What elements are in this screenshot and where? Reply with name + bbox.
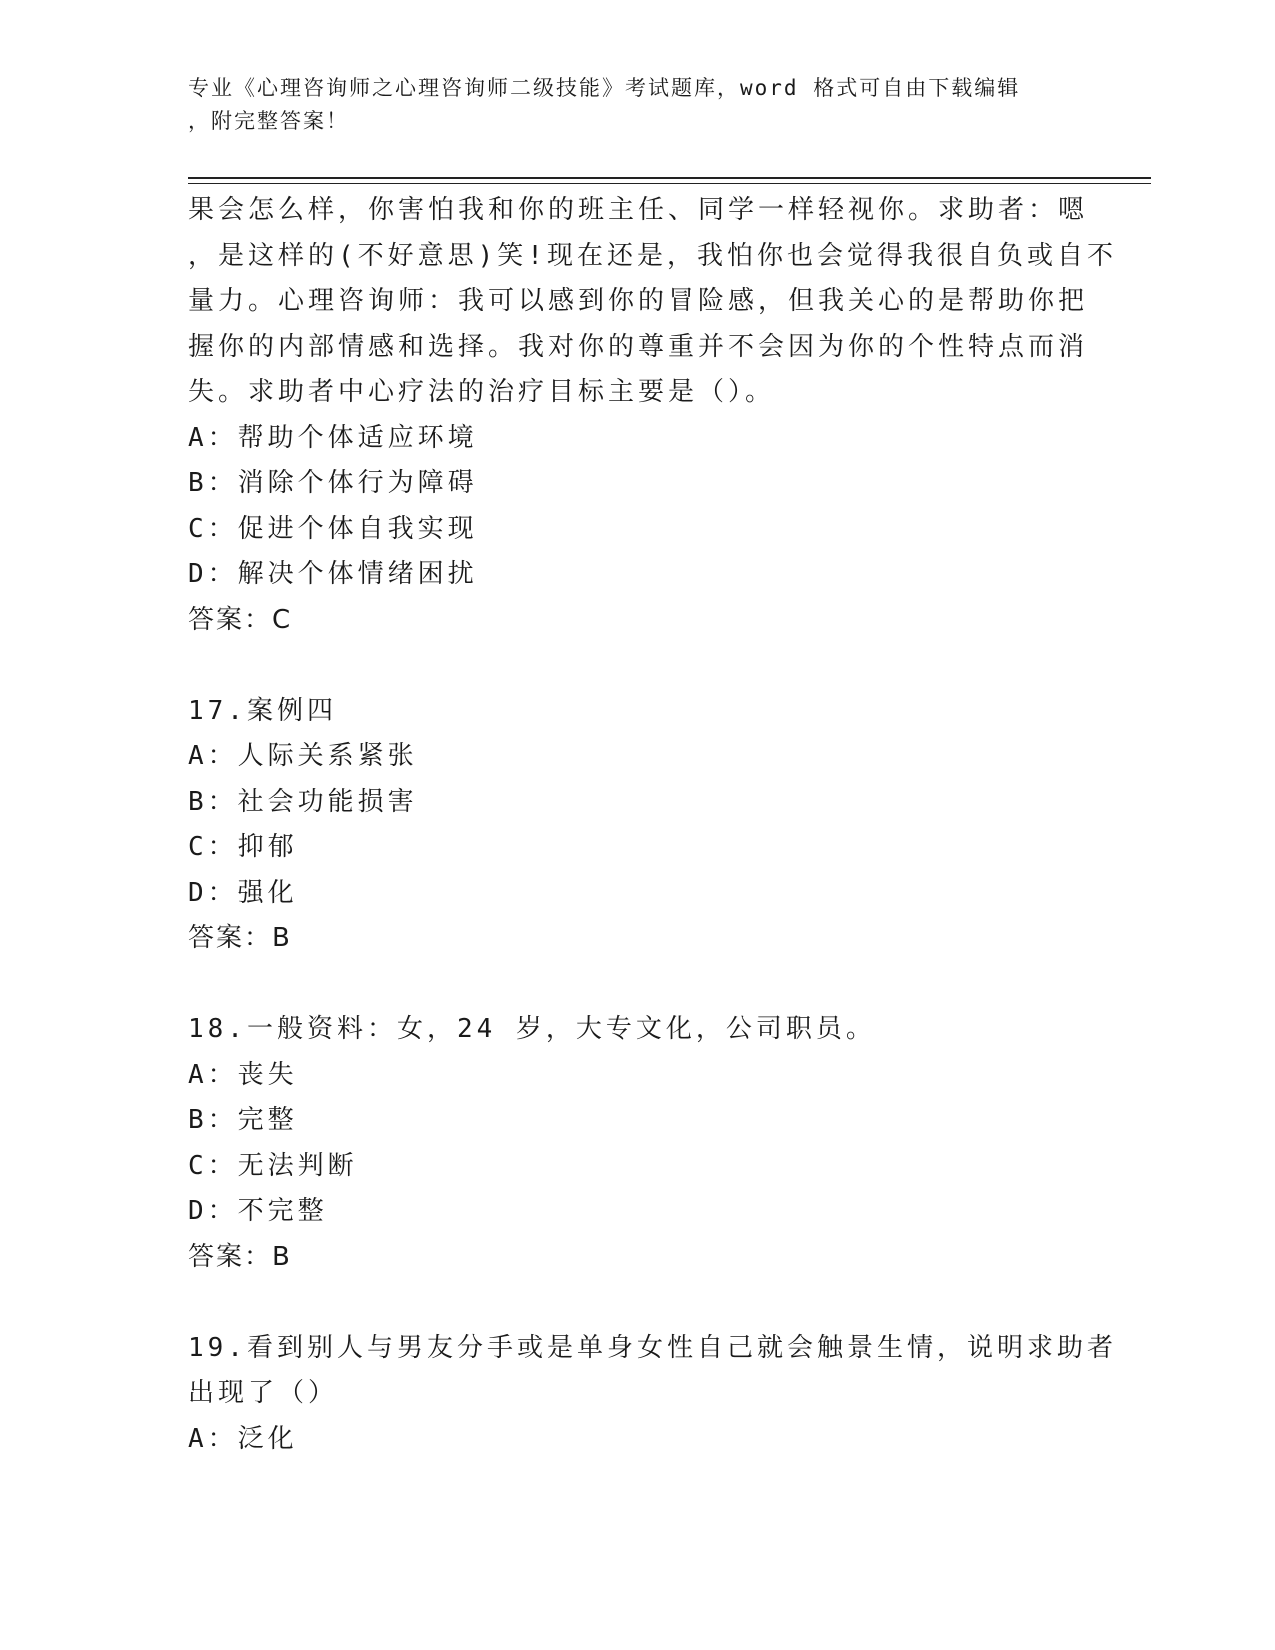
document-body	[188, 188, 1117, 1462]
question-stem-line: 果会怎么样，你害怕我和你的班主任、同学一样轻视你。求助者：嗯	[188, 195, 1089, 225]
option-c: C：促进个体自我实现	[188, 513, 478, 544]
question-stem-line: 18.一般资料：女，24 岁，大专文化，公司职员。	[188, 1014, 876, 1044]
question-stem-line: 19.看到别人与男友分手或是单身女性自己就会触景生情，说明求助者	[188, 1332, 1117, 1363]
option-b: B：消除个体行为障碍	[188, 468, 478, 498]
header-divider-thin	[188, 183, 1151, 184]
document-header	[188, 72, 1068, 138]
header-line-1: 专业《心理咨询师之心理咨询师二级技能》考试题库，word 格式可自由下载编辑	[188, 76, 1021, 100]
question-stem-line: 握你的内部情感和选择。我对你的尊重并不会因为你的个性特点而消	[188, 331, 1089, 362]
option-a: A：丧失	[188, 1059, 298, 1090]
question-18	[188, 1007, 1088, 1280]
option-a: A：帮助个体适应环境	[188, 422, 478, 453]
option-c: C：抑郁	[188, 832, 298, 862]
option-d: D：强化	[188, 877, 298, 908]
option-d: D：不完整	[188, 1196, 328, 1226]
option-a: A：泛化	[188, 1423, 298, 1454]
option-d: D：解决个体情绪困扰	[188, 559, 478, 589]
answer: 答案：B	[188, 1241, 292, 1272]
header-line-2: ，附完整答案！	[188, 109, 349, 133]
answer: 答案：B	[188, 923, 292, 953]
question-stem-line: 失。求助者中心疗法的治疗目标主要是（）。	[188, 377, 776, 407]
header-divider-thick	[188, 177, 1151, 179]
question-17	[188, 689, 1088, 962]
option-a: A：人际关系紧张	[188, 741, 418, 771]
question-stem-line: 17.案例四	[188, 695, 337, 726]
option-c: C：无法判断	[188, 1150, 358, 1181]
question-stem-line: 出现了（）	[188, 1378, 339, 1408]
question-19	[188, 1326, 1117, 1463]
option-b: B：社会功能损害	[188, 786, 418, 817]
answer: 答案：C	[188, 604, 293, 635]
option-b: B：完整	[188, 1105, 298, 1135]
question-stem-line: ，是这样的(不好意思)笑!现在还是，我怕你也会觉得我很自负或自不	[188, 240, 1117, 271]
question-16	[188, 188, 1117, 643]
question-stem-line: 量力。心理咨询师：我可以感到你的冒险感，但我关心的是帮助你把	[188, 286, 1089, 316]
